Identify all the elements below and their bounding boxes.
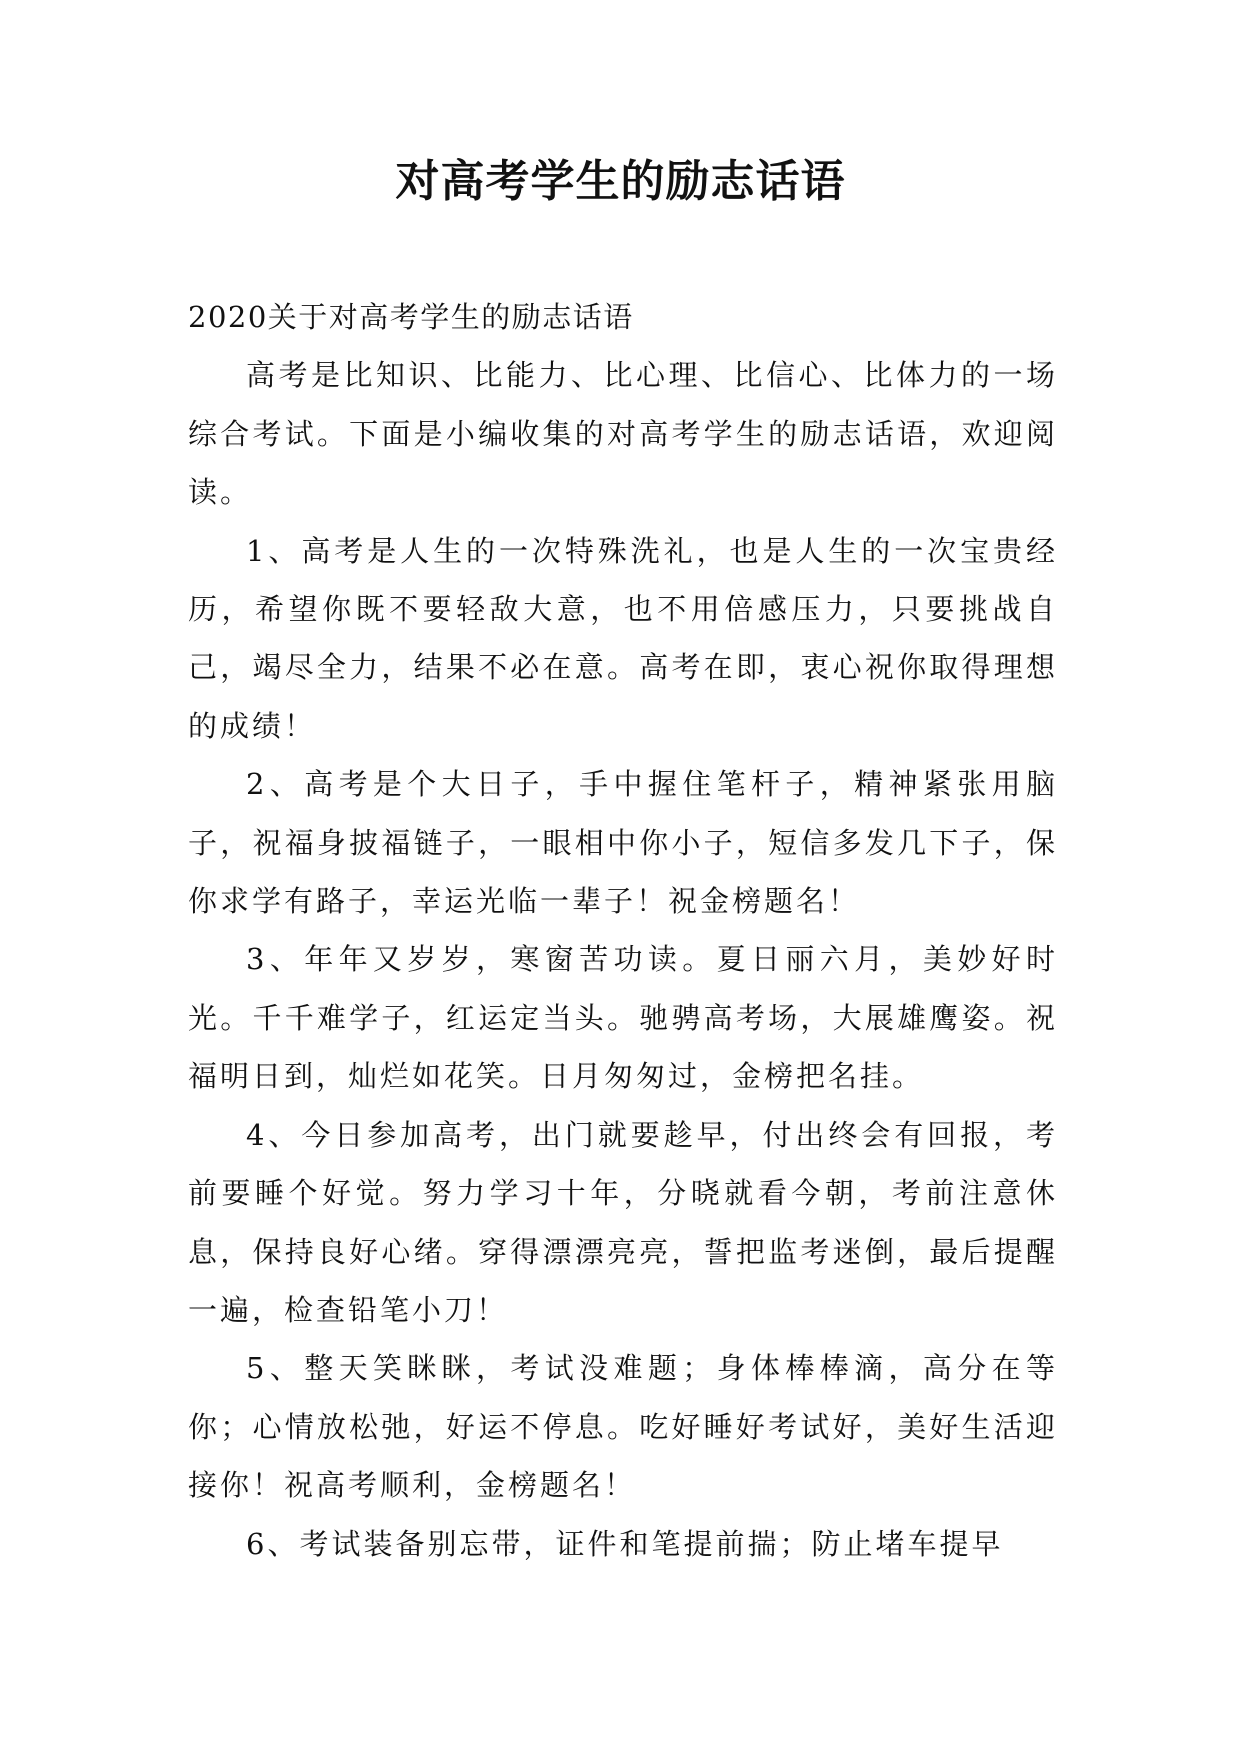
intro-paragraph: 高考是比知识、比能力、比心理、比信心、比体力的一场综合考试。下面是小编收集的对高考学生的励志话语，欢迎阅读。 bbox=[188, 358, 1058, 510]
paragraph-1: 1、高考是人生的一次特殊洗礼，也是人生的一次宝贵经历，希望你既不要轻敌大意，也不用倍感压力，只要挑战自己，竭尽全力，结果不必在意。高考在即，衷心祝你取得理想的成绩！ bbox=[188, 533, 1058, 743]
paragraph-6: 6、考试装备别忘带，证件和笔提前揣；防止堵车提早 bbox=[246, 1526, 1004, 1561]
paragraph-2: 2、高考是个大日子，手中握住笔杆子，精神紧张用脑子，祝福身披福链子，一眼相中你小子，短信多发几下子，保你求学有路子，幸运光临一辈子！祝金榜题名！ bbox=[188, 767, 1058, 919]
paragraph-3: 3、年年又岁岁，寒窗苦功读。夏日丽六月，美妙好时光。千千难学子，红运定当头。驰骋高考场，大展雄鹰姿。祝福明日到，灿烂如花笑。日月匆匆过，金榜把名挂。 bbox=[188, 942, 1058, 1094]
paragraph-4: 4、今日参加高考，出门就要趁早，付出终会有回报，考前要睡个好觉。努力学习十年，分晓就看今朝，考前注意休息，保持良好心绪。穿得漂漂亮亮，誓把监考迷倒，最后提醒一遍，检查铅笔小刀！ bbox=[188, 1117, 1058, 1327]
document-title: 对高考学生的励志话语 bbox=[395, 156, 846, 207]
document-body bbox=[188, 288, 1058, 1573]
document-subtitle: 2020关于对高考学生的励志话语 bbox=[188, 300, 634, 334]
paragraph-5: 5、整天笑眯眯，考试没难题；身体棒棒滴，高分在等你；心情放松弛，好运不停息。吃好睡好考试好，美好生活迎接你！祝高考顺利，金榜题名！ bbox=[188, 1351, 1058, 1503]
